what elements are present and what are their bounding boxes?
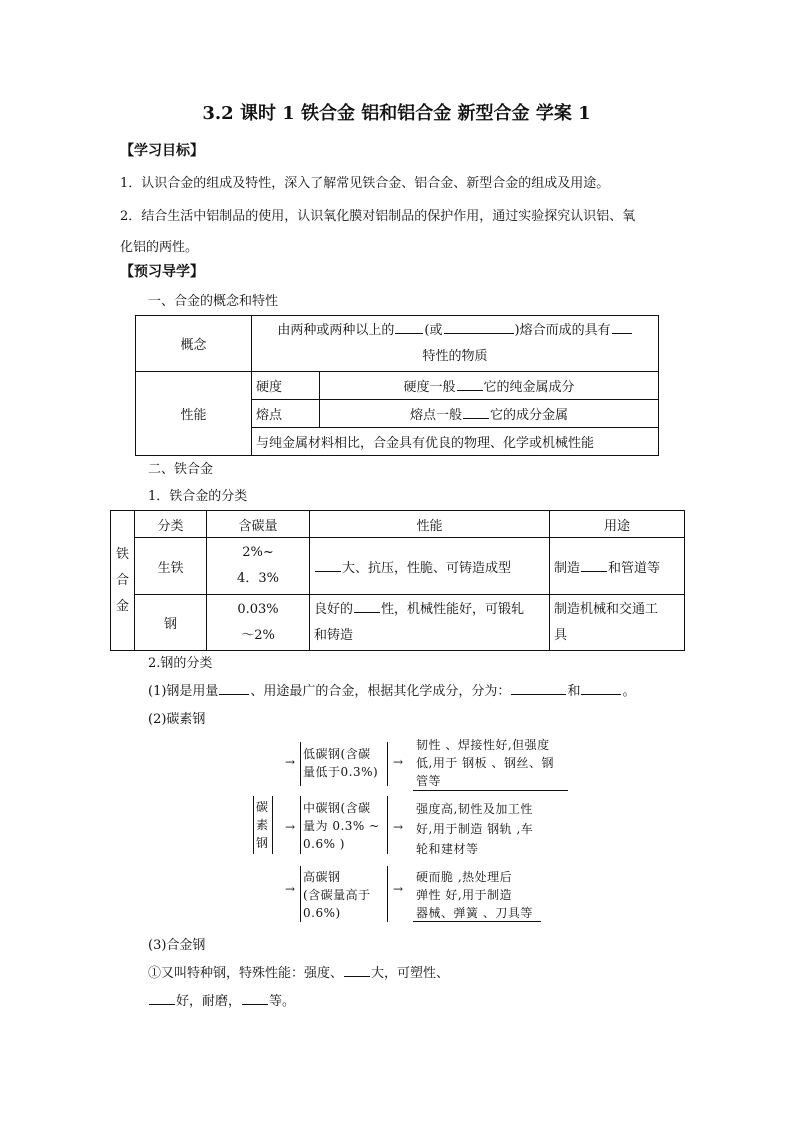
- blank[interactable]: [463, 404, 489, 419]
- header-carbon-content: 含碳量: [207, 511, 310, 538]
- pig-iron-name: 生铁: [135, 538, 207, 595]
- blank[interactable]: [219, 680, 249, 695]
- iron-alloy-table: [110, 510, 685, 651]
- medium-carbon-desc-arrow: →: [393, 820, 404, 834]
- carbon-steel-heading: (2)碳素钢: [148, 712, 206, 727]
- low-carbon-underline: [413, 790, 568, 791]
- high-carbon-underline: [413, 921, 541, 922]
- blank[interactable]: [581, 557, 607, 572]
- low-carbon-label: 低碳钢(含碳 量低于0.3%): [303, 747, 379, 779]
- blank[interactable]: [344, 962, 370, 977]
- subsection-iron-alloy-classification: 1．铁合金的分类: [148, 489, 248, 504]
- preview-heading: 【预习导学】: [120, 264, 204, 280]
- melting-point-label: 熔点: [252, 400, 320, 428]
- high-carbon-arrow: →: [285, 882, 296, 896]
- high-carbon-description: 硬而脆 ,热处理后 弹性 好,用于制造 器械、弹簧 、刀具等: [416, 870, 533, 920]
- alloy-concept-table: [135, 315, 659, 456]
- steel-name: 钢: [135, 595, 207, 651]
- steel-properties: 良好的 性，机械性能好，可锻轧 和铸造: [310, 595, 550, 651]
- hardness-label: 硬度: [252, 372, 320, 400]
- section-1-heading: 一、合金的概念和特性: [148, 294, 279, 309]
- carbon-steel-root-label: 碳 素 钢: [256, 800, 269, 850]
- blank[interactable]: [315, 557, 341, 572]
- blank[interactable]: [444, 319, 514, 334]
- concept-label: 概念: [136, 316, 252, 372]
- low-carbon-arrow: →: [285, 755, 296, 769]
- blank[interactable]: [511, 680, 566, 695]
- blank[interactable]: [149, 990, 175, 1005]
- steel-definition-line: (1)钢是用量 、用途最广的合金，根据其化学成分，分为： 和 。: [148, 680, 635, 699]
- page-title: 3.2 课时 1 铁合金 铝和铝合金 新型合金 学案 1: [202, 103, 591, 124]
- hardness-text: 硬度一般 它的纯金属成分: [320, 372, 659, 400]
- blank[interactable]: [457, 376, 483, 391]
- goal-item-1: 1．认识合金的组成及特性，深入了解常见铁合金、铝合金、新型合金的组成及用途。: [120, 176, 610, 191]
- medium-carbon-description: 强度高,韧性及加工性 好,用于制造 钢轨 ,车 轮和建材等: [416, 802, 534, 856]
- high-carbon-desc-arrow: →: [393, 882, 404, 896]
- header-category: 分类: [135, 511, 207, 538]
- alloy-steel-line-1: ①又叫特种钢，特殊性能：强度、 大，可塑性、: [148, 962, 449, 981]
- steel-uses: 制造机械和交通工 具: [550, 595, 685, 651]
- blank[interactable]: [395, 319, 423, 334]
- alloy-comparison-text: 与纯金属材料相比，合金具有优良的物理、化学或机械性能: [252, 428, 659, 456]
- section-2-heading: 二、铁合金: [148, 462, 214, 477]
- low-carbon-description: 韧性 、焊接性好,但强度 低,用于 钢板 、钢丝、钢 管等: [416, 738, 554, 788]
- blank[interactable]: [242, 990, 268, 1005]
- header-uses: 用途: [550, 511, 685, 538]
- pig-iron-properties: 大、抗压，性脆、可铸造成型: [310, 538, 550, 595]
- alloy-steel-heading: (3)合金钢: [148, 938, 206, 953]
- steel-carbon: 0.03% ～2%: [207, 595, 310, 651]
- blank[interactable]: [581, 680, 621, 695]
- melting-point-text: 熔点一般 它的成分金属: [320, 400, 659, 428]
- medium-carbon-arrow: →: [285, 820, 296, 834]
- iron-alloy-group-label: 铁 合 金: [111, 511, 135, 651]
- medium-carbon-label: 中碳钢(含碳 量为 0.3% ~ 0.6% ): [303, 801, 380, 851]
- blank[interactable]: [612, 319, 632, 334]
- properties-label: 性能: [136, 372, 252, 456]
- goal-item-2-line-2: 化铝的两性。: [120, 240, 199, 255]
- high-carbon-label: 高碳钢 (含碳量高于 0.6%): [303, 870, 371, 920]
- concept-definition: 由两种或两种以上的 (或 )熔合而成的具有 特性的物质: [252, 316, 659, 372]
- pig-iron-carbon: 2%~ 4．3%: [207, 538, 310, 595]
- learning-goals-heading: 【学习目标】: [120, 143, 204, 159]
- header-properties: 性能: [310, 511, 550, 538]
- blank[interactable]: [354, 598, 380, 613]
- pig-iron-uses: 制造 和管道等: [550, 538, 685, 595]
- low-carbon-desc-arrow: →: [393, 755, 404, 769]
- goal-item-2-line-1: 2．结合生活中铝制品的使用，认识氧化膜对铝制品的保护作用，通过实验探究认识铝、氧: [120, 209, 636, 224]
- subsection-steel-classification: 2.钢的分类: [148, 656, 213, 671]
- alloy-steel-line-2: 好，耐磨， 等。: [148, 990, 295, 1009]
